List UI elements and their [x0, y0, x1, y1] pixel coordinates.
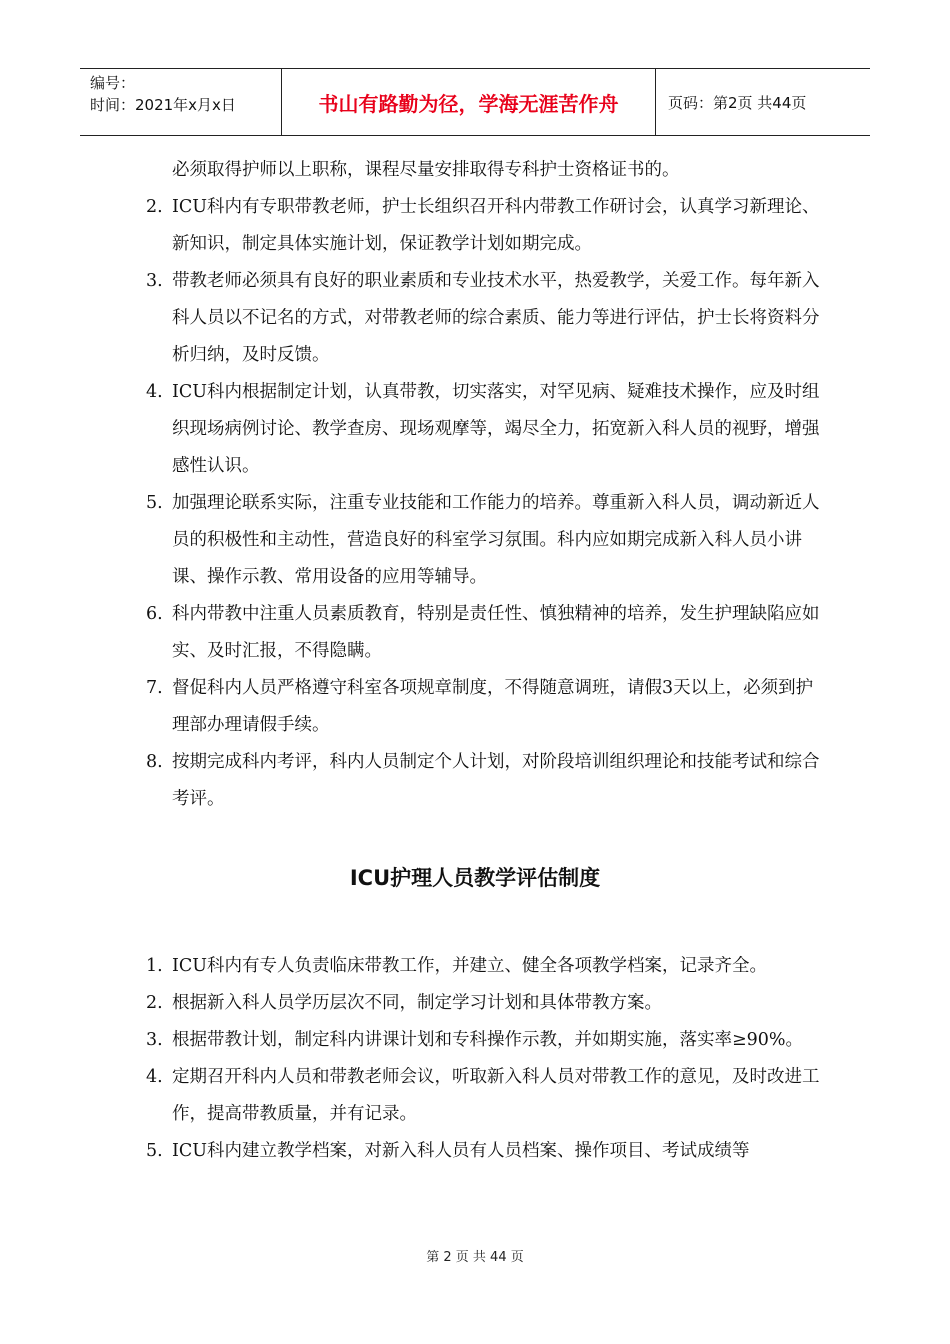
- item-text: 带教老师必须具有良好的职业素质和专业技术水平，热爱教学，关爱工作。每年新入科人员以不记名的方式，对带教老师的综合素质、能力等进行评估，护士长将资料分析归纳，及时反馈。: [172, 271, 820, 365]
- item-number: 4.: [146, 382, 163, 402]
- item-text: ICU科内有专职带教老师，护士长组织召开科内带教工作研讨会，认真学习新理论、新知识，制定具体实施计划，保证教学计划如期完成。: [172, 197, 820, 254]
- item-text: 加强理论联系实际，注重专业技能和工作能力的培养。尊重新入科人员，调动新近人员的积极性和主动性，营造良好的科室学习氛围。科内应如期完成新入科人员小讲课、操作示教、常用设备的应用等辅导。: [172, 493, 820, 587]
- item-number: 2.: [146, 197, 163, 217]
- page-info: 页码：第2页 共44页: [668, 93, 807, 112]
- item-number: 1.: [146, 956, 163, 976]
- date-line: 时间：2021年x月x日: [90, 96, 236, 114]
- item-text: ICU科内建立教学档案，对新入科人员有人员档案、操作项目、考试成绩等: [172, 1141, 750, 1161]
- list-item: [146, 485, 826, 596]
- item-text: ICU科内有专人负责临床带教工作，并建立、健全各项教学档案，记录齐全。: [172, 956, 768, 976]
- item-text: 定期召开科内人员和带教老师会议，听取新入科人员对带教工作的意见，及时改进工作，提高带教质量，并有记录。: [172, 1067, 820, 1124]
- list-item: [146, 263, 826, 374]
- document-header: [80, 68, 870, 136]
- list-item: [146, 189, 826, 263]
- list-item: [146, 670, 826, 744]
- list-item: [146, 1022, 826, 1059]
- section-title: ICU护理人员教学评估制度: [349, 866, 601, 890]
- continuation-text: 必须取得护师以上职称，课程尽量安排取得专科护士资格证书的。: [172, 160, 680, 180]
- list-item: [146, 744, 826, 818]
- item-text: 督促科内人员严格遵守科室各项规章制度，不得随意调班，请假3天以上，必须到护理部办理请假手续。: [172, 678, 814, 735]
- list-item: [146, 985, 826, 1022]
- item-number: 6.: [146, 604, 163, 624]
- item-text: 根据新入科人员学历层次不同，制定学习计划和具体带教方案。: [172, 993, 662, 1013]
- item-number: 2.: [146, 993, 163, 1013]
- item-number: 4.: [146, 1067, 163, 1087]
- list-item: [146, 948, 826, 985]
- list-item: [146, 1059, 826, 1133]
- motto: 书山有路勤为径，学海无涯苦作舟: [282, 69, 656, 135]
- item-text: 根据带教计划，制定科内讲课计划和专科操作示教，并如期实施，落实率≥90%。: [172, 1030, 804, 1050]
- page-footer: 第 2 页 共 44 页: [426, 1250, 524, 1265]
- item-number: 3.: [146, 1030, 163, 1050]
- section1-body: [146, 152, 826, 818]
- item-number: 5.: [146, 1141, 163, 1161]
- item-text: 科内带教中注重人员素质教育，特别是责任性、慎独精神的培养，发生护理缺陷应如实、及时汇报，不得隐瞒。: [172, 604, 820, 661]
- list-item: [146, 374, 826, 485]
- list-item: [146, 596, 826, 670]
- section2-body: [146, 948, 826, 1170]
- number-label: 编号：: [90, 74, 136, 92]
- item-number: 8.: [146, 752, 163, 772]
- item-number: 3.: [146, 271, 163, 291]
- list-item: [146, 1133, 826, 1170]
- header-left-cell: [80, 69, 282, 135]
- item-text: ICU科内根据制定计划，认真带教，切实落实，对罕见病、疑难技术操作，应及时组织现场病例讨论、教学查房、现场观摩等，竭尽全力，拓宽新入科人员的视野，增强感性认识。: [172, 382, 820, 476]
- item-number: 7.: [146, 678, 163, 698]
- item-text: 按期完成科内考评，科内人员制定个人计划，对阶段培训组织理论和技能考试和综合考评。: [172, 752, 820, 809]
- item-number: 5.: [146, 493, 163, 513]
